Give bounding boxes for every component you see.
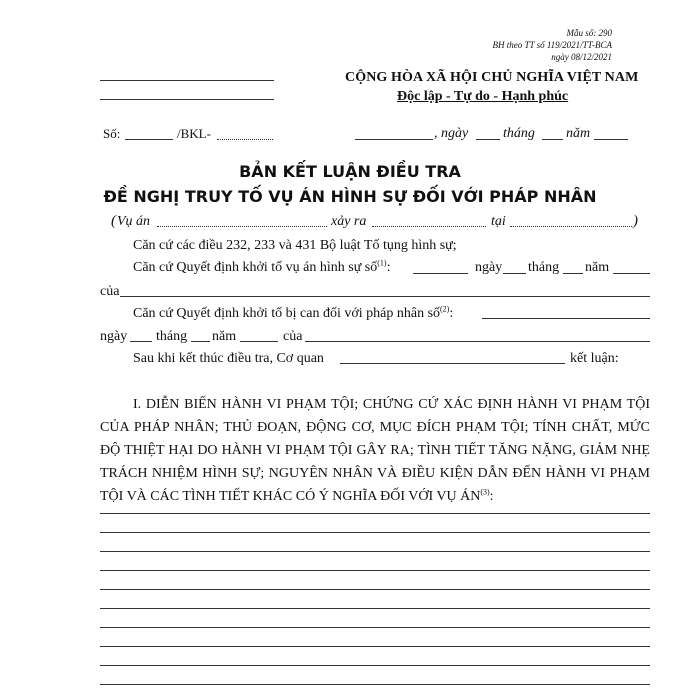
place-field[interactable]	[355, 139, 433, 140]
number-field[interactable]	[125, 139, 173, 140]
defendant-decision-cua-label: của	[283, 329, 303, 344]
case-place-field[interactable]	[510, 226, 632, 227]
footnote-2-marker: (2)	[440, 304, 450, 314]
case-decision-year-field[interactable]	[613, 273, 650, 274]
agency-line-2[interactable]	[100, 99, 274, 100]
national-motto: Độc lập - Tự do - Hạnh phúc	[397, 89, 569, 104]
writing-line[interactable]	[100, 646, 650, 647]
defendant-decision-issuer-field[interactable]	[305, 341, 650, 342]
defendant-decision-ngay-label: ngày	[100, 329, 128, 344]
investigating-agency-field[interactable]	[340, 363, 565, 364]
case-name-field[interactable]	[157, 226, 327, 227]
case-decision-issuer-field[interactable]	[120, 296, 650, 297]
number-label: Số:	[103, 126, 121, 141]
section-1-heading	[100, 393, 650, 508]
writing-line[interactable]	[100, 570, 650, 571]
date-ngay-label: , ngày	[434, 126, 469, 141]
writing-line[interactable]	[100, 608, 650, 609]
date-day-field[interactable]	[476, 139, 500, 140]
writing-line[interactable]	[100, 532, 650, 533]
basis-defendant-decision	[133, 306, 453, 322]
agency-line-1[interactable]	[100, 80, 274, 81]
bkl-label: /BKL-	[177, 126, 211, 141]
case-open-paren: (	[111, 213, 116, 229]
case-xay-ra-label: xảy ra	[331, 214, 367, 229]
national-title: CỘNG HÒA XÃ HỘI CHỦ NGHĨA VIỆT NAM	[345, 70, 639, 85]
case-close-paren: )	[633, 213, 638, 229]
date-nam-label: năm	[566, 126, 591, 141]
defendant-decision-year-field[interactable]	[240, 341, 278, 342]
form-number: Mẫu số: 290	[566, 28, 612, 38]
basis-articles: Căn cứ các điều 232, 233 và 431 Bộ luật Tố tụng hình sự;	[133, 238, 457, 253]
form-code-block	[492, 27, 612, 63]
defendant-decision-number-field[interactable]	[482, 318, 650, 319]
date-month-field[interactable]	[542, 139, 563, 140]
case-decision-nam-label: năm	[585, 260, 610, 275]
case-decision-cua-label: của	[100, 284, 120, 299]
case-decision-day-field[interactable]	[503, 273, 526, 274]
writing-line[interactable]	[100, 551, 650, 552]
conclusion-intro: Sau khi kết thúc điều tra, Cơ quan	[133, 351, 324, 366]
writing-line[interactable]	[100, 513, 650, 514]
case-tai-label: tại	[491, 214, 506, 229]
case-vu-an-label: Vụ án	[117, 214, 151, 229]
section-1-colon: :	[489, 489, 494, 504]
basis-defendant-decision-text: Căn cứ Quyết định khởi tố bị can đối với pháp nhân số	[133, 306, 441, 321]
basis-case-decision	[133, 260, 390, 276]
form-basis: BH theo TT số 119/2021/TT-BCA	[492, 40, 612, 50]
conclusion-label: kết luận:	[570, 351, 619, 366]
basis-case-decision-colon: :	[386, 260, 391, 275]
document-title: BẢN KẾT LUẬN ĐIỀU TRA	[239, 162, 461, 181]
writing-line[interactable]	[100, 684, 650, 685]
basis-defendant-decision-colon: :	[449, 306, 454, 321]
footnote-3-marker: (3)	[480, 487, 490, 497]
bkl-field[interactable]	[217, 139, 273, 140]
case-decision-number-field[interactable]	[413, 273, 468, 274]
basis-case-decision-text: Căn cứ Quyết định khởi tố vụ án hình sự số	[133, 260, 378, 275]
section-1-text: I. DIỄN BIẾN HÀNH VI PHẠM TỘI; CHỨNG CỨ XÁC ĐỊNH HÀNH VI PHẠM TỘI CỦA PHÁP NHÂN; THỦ ĐOẠN, ĐỘNG CƠ, MỤC ĐÍCH PHẠM TỘI; TÍNH CHẤT, MỨC ĐỘ THIỆT HẠI DO HÀNH VI PHẠM TỘI GÂY RA; TÌNH TIẾT TĂNG NẶNG, GIẢM NHẸ TRÁCH NHIỆM HÌNH SỰ; NGUYÊN NHÂN VÀ ĐIỀU KIỆN DẪN ĐẾN HÀNH VI PHẠM TỘI VÀ CÁC TÌNH TIẾT KHÁC CÓ Ý NGHĨA ĐỐI VỚI VỤ ÁN	[100, 397, 650, 504]
document-subtitle: ĐỀ NGHỊ TRUY TỐ VỤ ÁN HÌNH SỰ ĐỐI VỚI PHÁP NHÂN	[103, 187, 597, 206]
date-thang-label: tháng	[503, 126, 535, 141]
defendant-decision-month-field[interactable]	[191, 341, 210, 342]
writing-line[interactable]	[100, 627, 650, 628]
defendant-decision-thang-label: tháng	[156, 329, 188, 344]
case-decision-month-field[interactable]	[563, 273, 583, 274]
defendant-decision-nam-label: năm	[212, 329, 237, 344]
writing-line[interactable]	[100, 665, 650, 666]
date-year-field[interactable]	[594, 139, 628, 140]
case-decision-ngay-label: ngày	[475, 260, 503, 275]
defendant-decision-day-field[interactable]	[130, 341, 152, 342]
case-time-field[interactable]	[372, 226, 486, 227]
case-decision-thang-label: tháng	[528, 260, 560, 275]
writing-line[interactable]	[100, 589, 650, 590]
form-date: ngày 08/12/2021	[551, 52, 612, 62]
footnote-1-marker: (1)	[377, 258, 387, 268]
